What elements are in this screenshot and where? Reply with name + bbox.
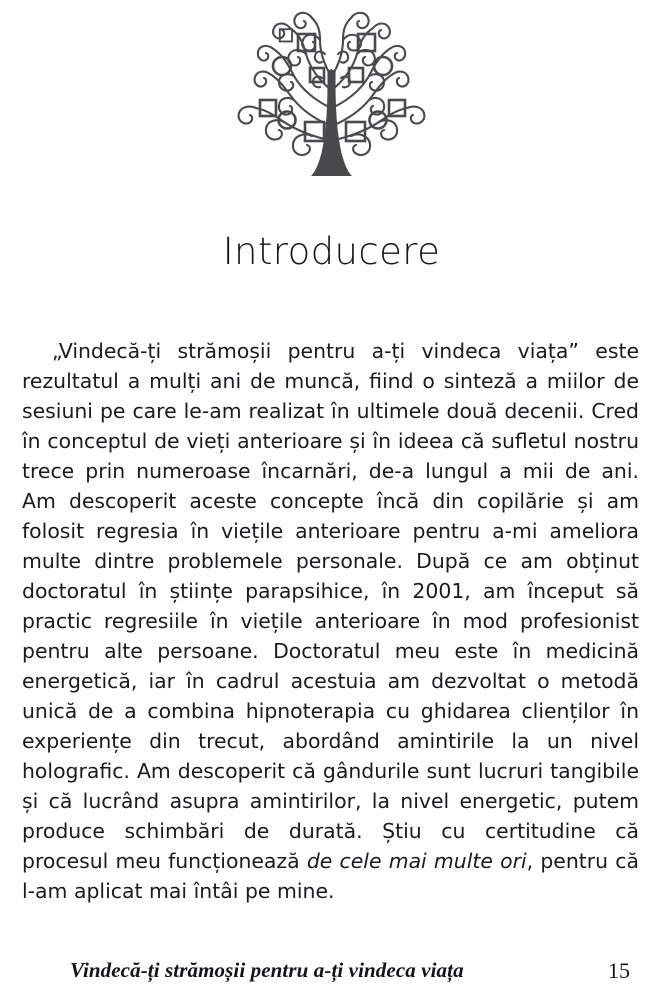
family-tree-ornament xyxy=(0,8,663,188)
paragraph-emphasis-text: de cele mai multe ori xyxy=(306,849,527,873)
paragraph-lead-text: „Vindecă-ți strămoșii pentru a-ți vindeca viața” este rezultatul a mulți ani de muncă, fiind o sinteză a miilor de sesiuni pe care le-am realizat în ultimele două decenii. Cred în conceptul de vieți anterioare și în ideea că sufletul nostru trece prin numeroase încarnări, de-a lungul a mii de ani. Am descoperit aceste concepte încă din copilărie și am folosit regresia în viețile anterioare pentru a-mi ameliora multe dintre problemele personale. După ce am obținut doctoratul în științe parapsihice, în 2001, am început să practic regresiile în viețile anterioare în mod profesionist pentru alte persoane. Doctoratul meu este în medicină energetică, iar în cadrul acestuia am dezvoltat o metodă unică de a combina hipnoterapia cu ghidarea clienților în experiențe din trecut, abordând amintirile la un nivel holografic. Am descoperit că gândurile sunt lucruri tangibile și că lucrând asupra amintirilor, la nivel energetic, putem produce schimbări de durată. Știu cu certitudine că procesul meu funcționează xyxy=(22,339,639,873)
body-text-block xyxy=(22,336,639,906)
footer-page-number: 15 xyxy=(608,958,630,983)
intro-paragraph xyxy=(22,336,639,906)
footer-running-title: Vindecă-ți strămoșii pentru a-ți vindeca viața xyxy=(70,958,464,982)
paragraph-tail-text: , pentru că l-am aplicat mai întâi pe mine. xyxy=(22,849,639,903)
page-footer xyxy=(0,958,663,992)
page-title: Introducere xyxy=(222,229,441,273)
